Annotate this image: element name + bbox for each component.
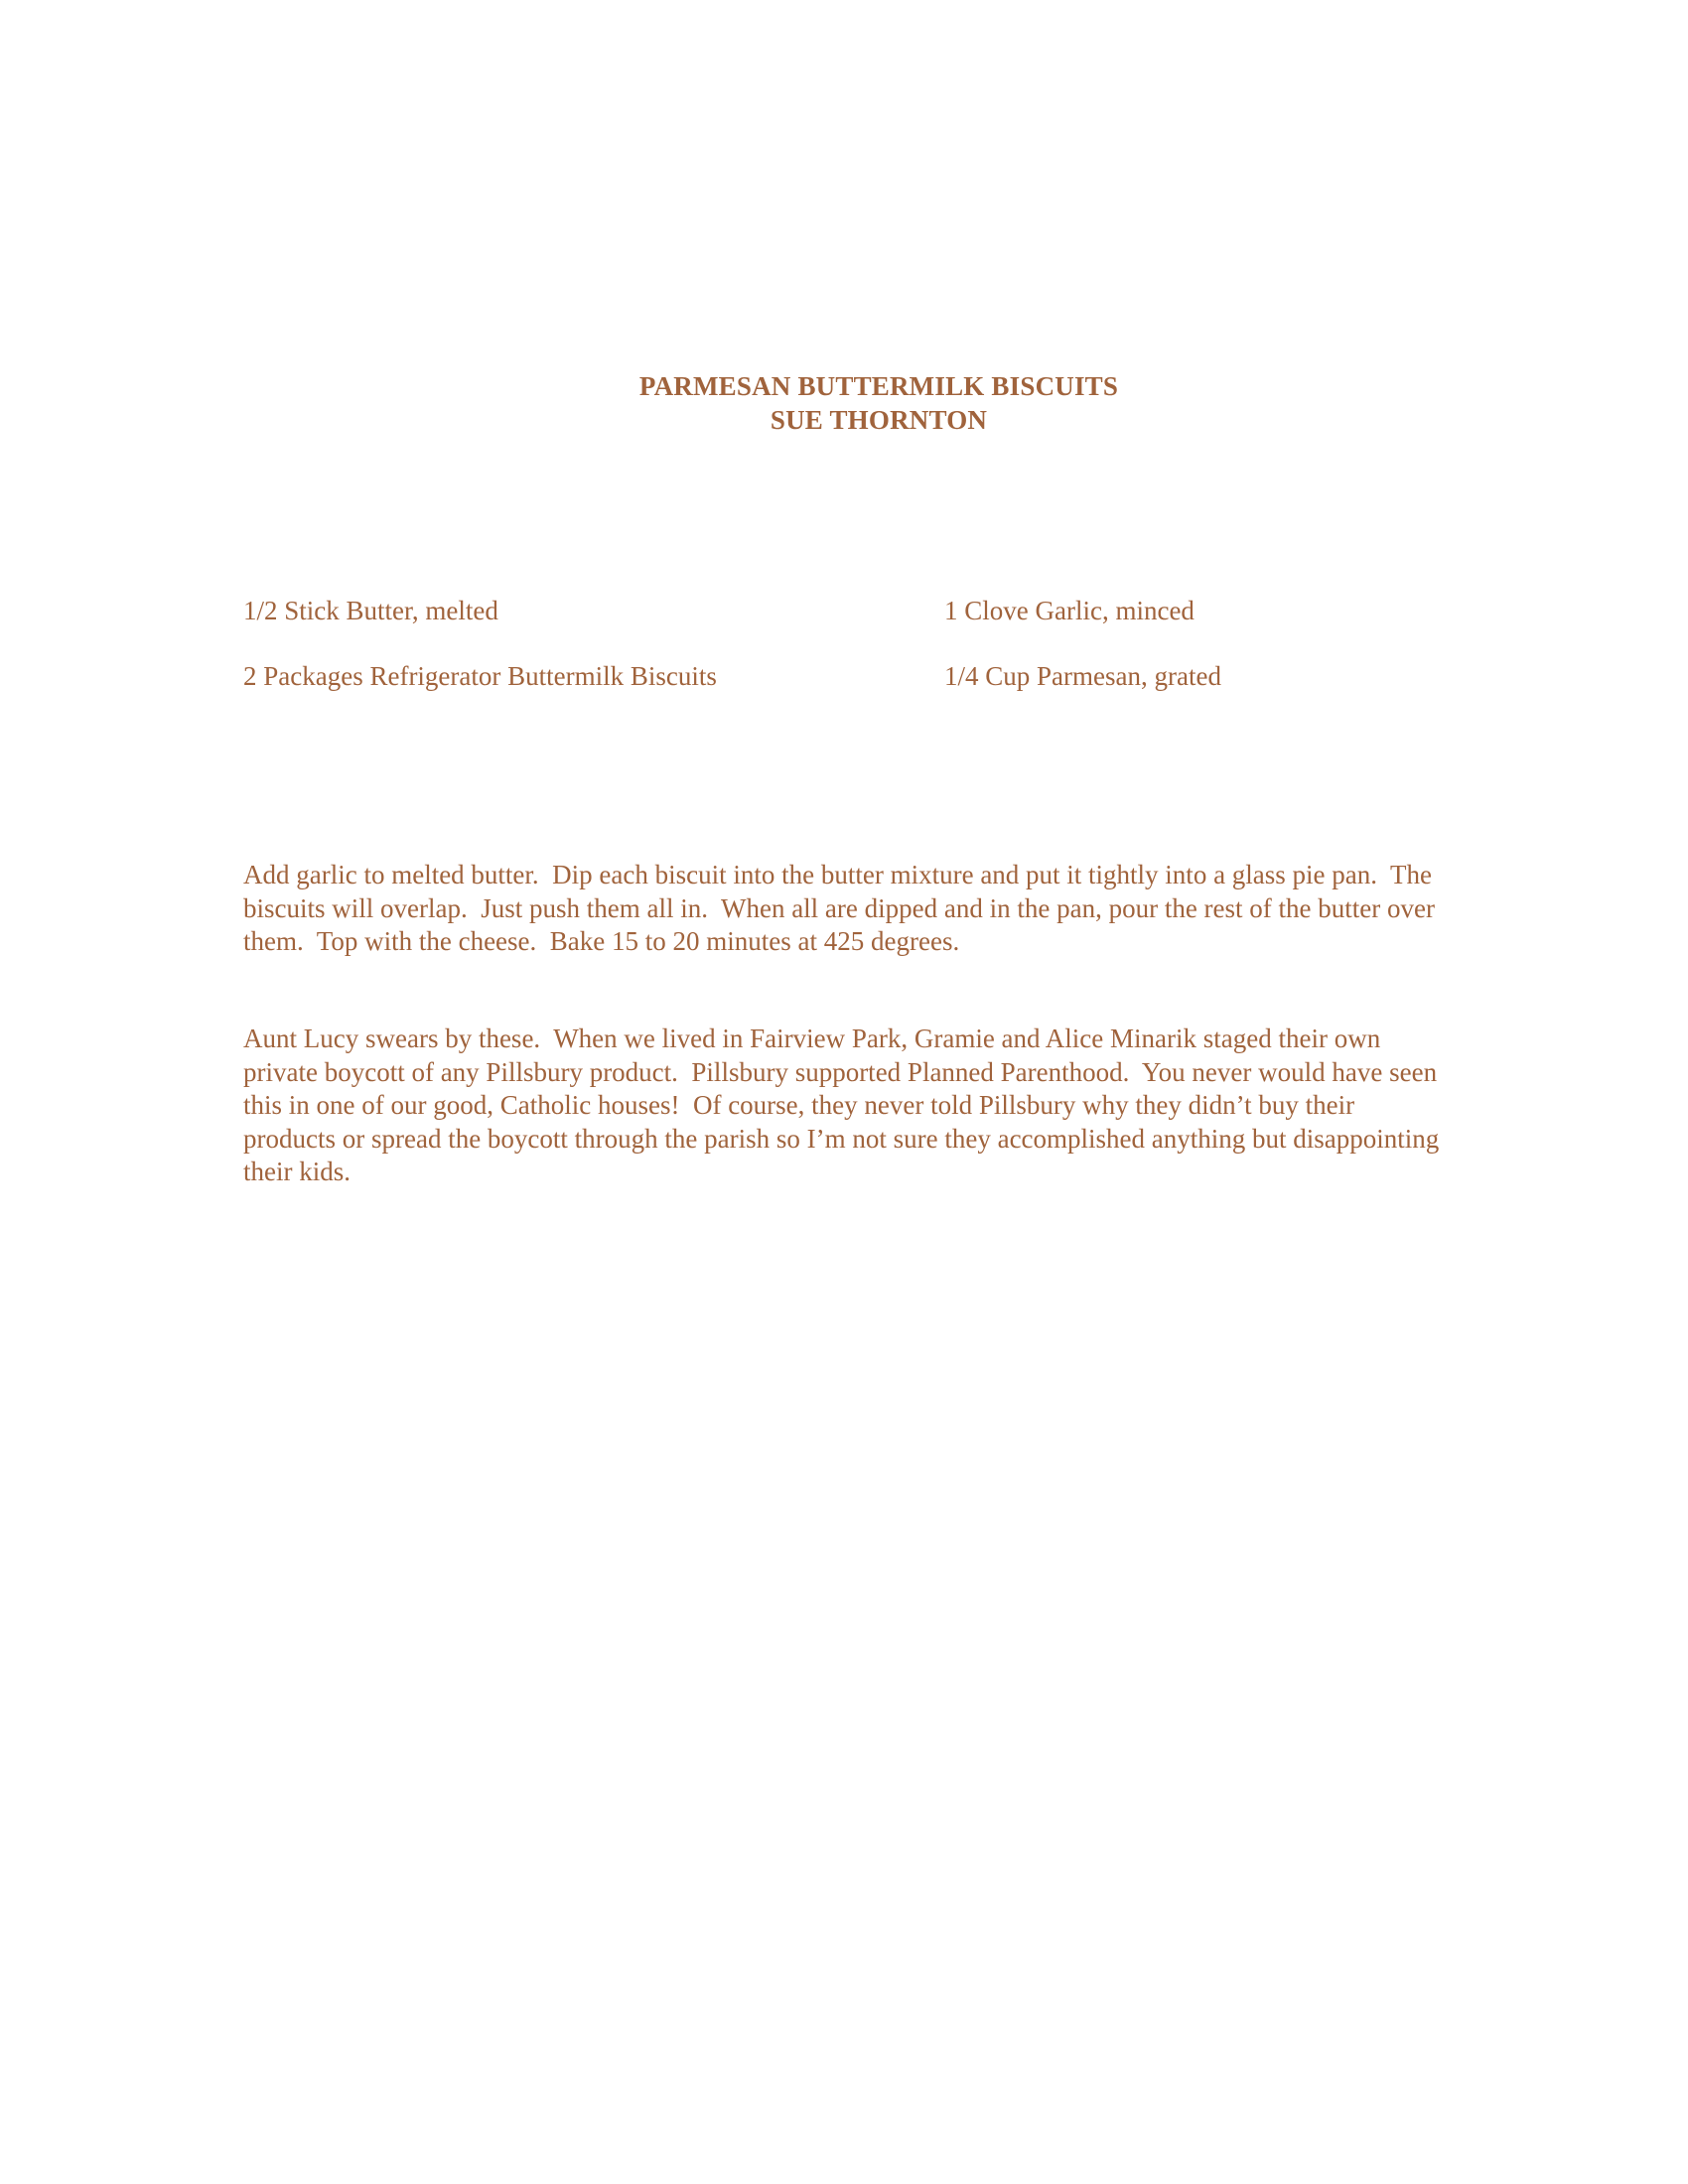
directions-paragraph: Add garlic to melted butter. Dip each biscuit into the butter mixture and put it tightly into a glass pie pan. The biscuits will overlap. Just push them all in. When all are dipped and in the pan, pour the rest of the butter over them. Top with the cheese. Bake 15 to 20 minutes at 425 degrees. (243, 860, 1442, 956)
recipe-author: SUE THORNTON (770, 405, 988, 435)
title-block (0, 369, 1688, 437)
ingredient-item: 1 Clove Garlic, minced (944, 596, 1195, 625)
ingredient-row (243, 661, 1484, 727)
story-paragraph: Aunt Lucy swears by these. When we lived in Fairview Park, Gramie and Alice Minarik staged their own private boycott of any Pillsbury product. Pillsbury supported Planned Parenthood. You never would have seen this in one of our good, Catholic houses! Of course, they never told Pillsbury why they didn’t buy their products or spread the boycott through the parish so I’m not sure they accomplished anything but disappointing their kids. (243, 1024, 1447, 1186)
recipe-title: PARMESAN BUTTERMILK BISCUITS (638, 371, 1119, 401)
ingredients-list (243, 596, 1484, 727)
ingredient-item: 1/2 Stick Butter, melted (243, 596, 498, 625)
ingredient-item: 1/4 Cup Parmesan, grated (944, 661, 1221, 691)
ingredient-item: 2 Packages Refrigerator Buttermilk Biscuits (243, 661, 717, 691)
ingredient-row (243, 596, 1484, 661)
